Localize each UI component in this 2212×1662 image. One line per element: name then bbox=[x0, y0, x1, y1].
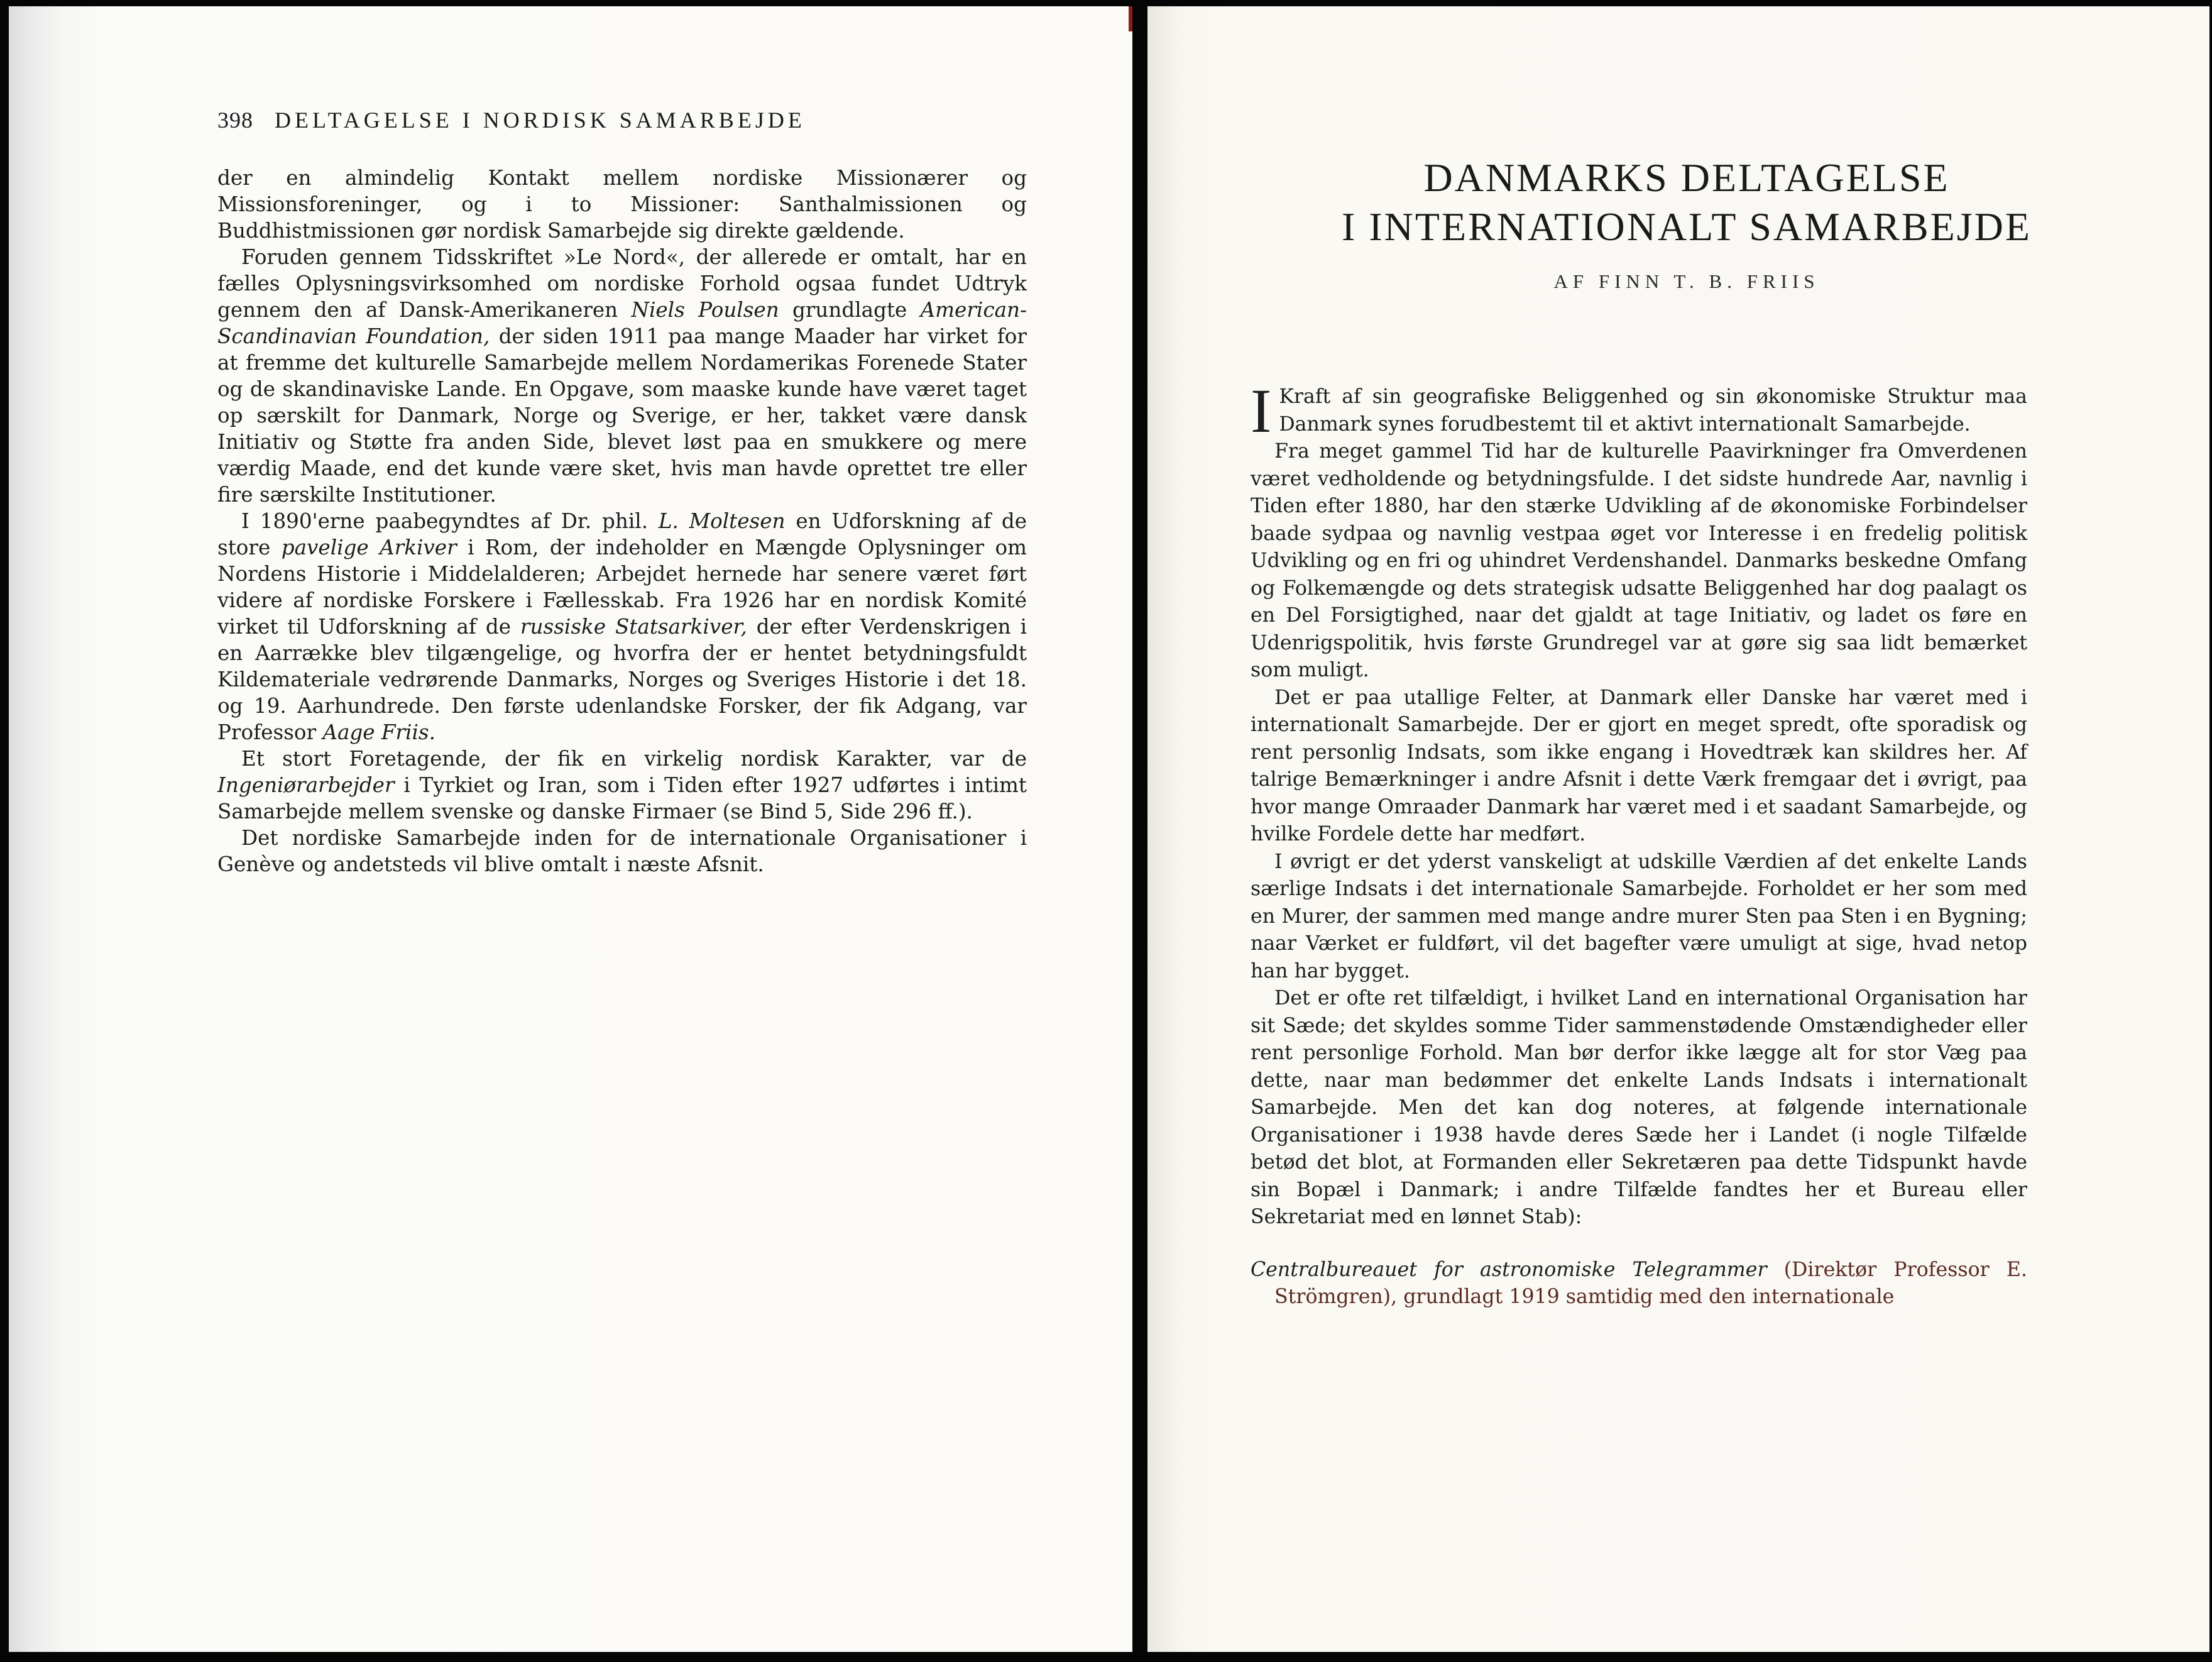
text-run: Det er ofte ret tilfældigt, i hvilket Land en international Organisation har sit Sæde; det skyldes somme Tider sammenstødende Omstændigheder eller rent personlige Forhold. Man bør derfor ikke lægge alt for stor Væg paa dette, naar man bedømmer det enkelte Lands Indsats i internationalt Samarbejde. Men det kan dog noteres, at følgende internationale Organisationer i 1938 havde deres Sæde her i Landet (i nogle Tilfælde betød det blot, at Formanden eller Sekretæren paa dette Tidspunkt havde sin Bopæl i Danmark; i andre Tilfælde fandtes her et Bureau eller Sekretariat med en lønnet Stab): bbox=[1251, 987, 2027, 1228]
author-byline: AF FINN T. B. FRIIS bbox=[1553, 270, 1820, 292]
paragraph bbox=[1251, 376, 2027, 446]
italic-name: russiske Statsarkiver, bbox=[520, 615, 747, 639]
text-run: Det er paa utallige Felter, at Danmark eller Danske har været med i internationalt Samarbejde. Der er gjort en meget spredt, ofte sporadisk og rent personlig Indsats, som ikke engang i Hovedtræk kan skildres her. Af talrige Bemærkninger i andre Afsnit i dette Værk fremgaar det i øvrigt, paa hvor mange Omraader Danmark har været med i et saadant Samarbejde, og hvilke Fordele dette har medført. bbox=[1251, 686, 2027, 845]
paragraph bbox=[1251, 685, 2027, 849]
left-page-body bbox=[217, 165, 1027, 878]
italic-name: L. Moltesen bbox=[658, 509, 786, 533]
text-run: (Direktør Professor E. Strömgren), grundlagt 1919 samtidig med den internationale bbox=[1274, 1258, 2027, 1308]
text-run: grundlagte bbox=[779, 298, 921, 322]
text-run: Fra meget gammel Tid har de kulturelle Paavirkninger fra Omverdenen været vedholdende og betydningsfulde. I det sidste hundrede Aar, navnlig i Tiden efter 1880, har den stærke Udvikling af de økonomiske Forbindelser baade sydpaa og navnlig vestpaa øget vor Interesse i en fredelig politisk Udvikling og en fri og uhindret Verdenshandel. Danmarks beskedne Omfang og Folkemængde og dets strategisk udsatte Beliggenhed har dog paalagt os en Del Forsigtighed, naar det gjaldt at tage Initiativ, og ladet os føre en Udenrigspolitik, hvis første Grundregel var at gøre sig saa lidt bemærket som muligt. bbox=[1251, 440, 2027, 681]
paragraph bbox=[1251, 438, 2027, 685]
italic-name: Niels Poulsen bbox=[631, 298, 779, 322]
page-number: 398 bbox=[217, 107, 253, 133]
italic-name: Aage Friis. bbox=[322, 720, 435, 744]
text-run: Foruden gennem Tidsskriftet »Le Nord«, der allerede er omtalt, har en fælles Oplysningsvirksomhed om nordiske Forhold ogsaa fundet Udtryk gennem den af Dansk-Amerikaneren bbox=[217, 245, 1027, 322]
italic-name: American-Scandinavian Foundation, bbox=[217, 298, 1027, 348]
text-run: i Rom, der indeholder en Mængde Oplysninger om Nordens Historie i Middelalderen; Arbejdet hernede har senere været ført videre af nordiske Forskere i Fællesskab. Fra 1926 har en nordisk Komité virket til Udforskning af de bbox=[217, 536, 1027, 639]
text-run: Kraft af sin geografiske Beliggenhed og sin økonomiske Struktur maa Danmark synes forudbestemt til et aktivt internationalt Samarbejde. bbox=[1279, 385, 2027, 436]
running-head bbox=[217, 107, 806, 133]
ribbon-marker bbox=[1129, 6, 1132, 31]
organisation-entry bbox=[1251, 1257, 2027, 1311]
paragraph bbox=[1251, 849, 2027, 986]
italic-name: Ingeniørarbejder bbox=[217, 773, 395, 797]
paragraph bbox=[217, 165, 1027, 244]
paragraph bbox=[217, 825, 1027, 878]
text-run: Det nordiske Samarbejde inden for de internationale Organisationer i Genève og andetsteds vil blive omtalt i næste Afsnit. bbox=[217, 826, 1027, 876]
chapter-title bbox=[1158, 153, 2212, 251]
text-run: der efter Verdenskrigen i en Aarrække blev tilgængelige, og hvorfra der er hentet betydningsfuldt Kildemateriale vedrørende Danmarks, Norges og Sveriges Historie i det 18. og 19. Aarhundrede. Den første udenlandske Forsker, der fik Adgang, var Professor bbox=[217, 615, 1027, 744]
paragraph bbox=[217, 746, 1027, 825]
text-run: I øvrigt er det yderst vanskeligt at udskille Værdien af det enkelte Lands særlige Indsats i det internationale Samarbejde. Forholdet er her som med en Murer, der sammen med mange andre murer Sten paa Sten i en Bygning; naar Værket er fuldført, vil det bagefter være umuligt at sige, hvad netop han har bygget. bbox=[1251, 850, 2027, 982]
text-run: I 1890'erne paabegyndtes af Dr. phil. bbox=[241, 509, 659, 533]
paragraph bbox=[217, 244, 1027, 508]
drop-cap: I bbox=[1251, 376, 1272, 446]
italic-name: pavelige Arkiver bbox=[281, 536, 457, 559]
text-run: Et stort Foretagende, der fik en virkelig nordisk Karakter, var de bbox=[241, 747, 1027, 771]
text-run: i Tyrkiet og Iran, som i Tiden efter 1927 udførtes i intimt Samarbejde mellem svenske og danske Firmaer (se Bind 5, Side 296 ff.). bbox=[217, 773, 1027, 823]
paragraph bbox=[1251, 985, 2027, 1231]
right-page-body bbox=[1251, 376, 2027, 1311]
text-run: der en almindelig Kontakt mellem nordiske Missionærer og Missionsforeninger, og i to Missioner: Santhalmissionen og Buddhistmissionen gør nordisk Samarbejde sig direkte gældende. bbox=[217, 166, 1027, 243]
chapter-title-line: DANMARKS DELTAGELSE bbox=[1423, 155, 1950, 200]
running-head-title: DELTAGELSE I NORDISK SAMARBEJDE bbox=[275, 107, 806, 133]
text-run: en Udforskning af de store bbox=[217, 509, 1027, 559]
organisation-name: Centralbureauet for astronomiske Telegrammer bbox=[1251, 1258, 1767, 1281]
chapter-title-line: I INTERNATIONALT SAMARBEJDE bbox=[1342, 204, 2032, 249]
paragraph bbox=[217, 508, 1027, 746]
text-run: der siden 1911 paa mange Maader har virket for at fremme det kulturelle Samarbejde mellem Nordamerikas Forenede Stater og de skandinaviske Lande. En Opgave, som maaske kunde have været taget op særskilt for Danmark, Norge og Sverige, er her, takket være dansk Initiativ og Støtte fra anden Side, blevet løst paa en smukkere og mere værdig Maade, end det kunde være sket, hvis man havde oprettet tre eller fire særskilte Institutioner. bbox=[217, 324, 1027, 507]
